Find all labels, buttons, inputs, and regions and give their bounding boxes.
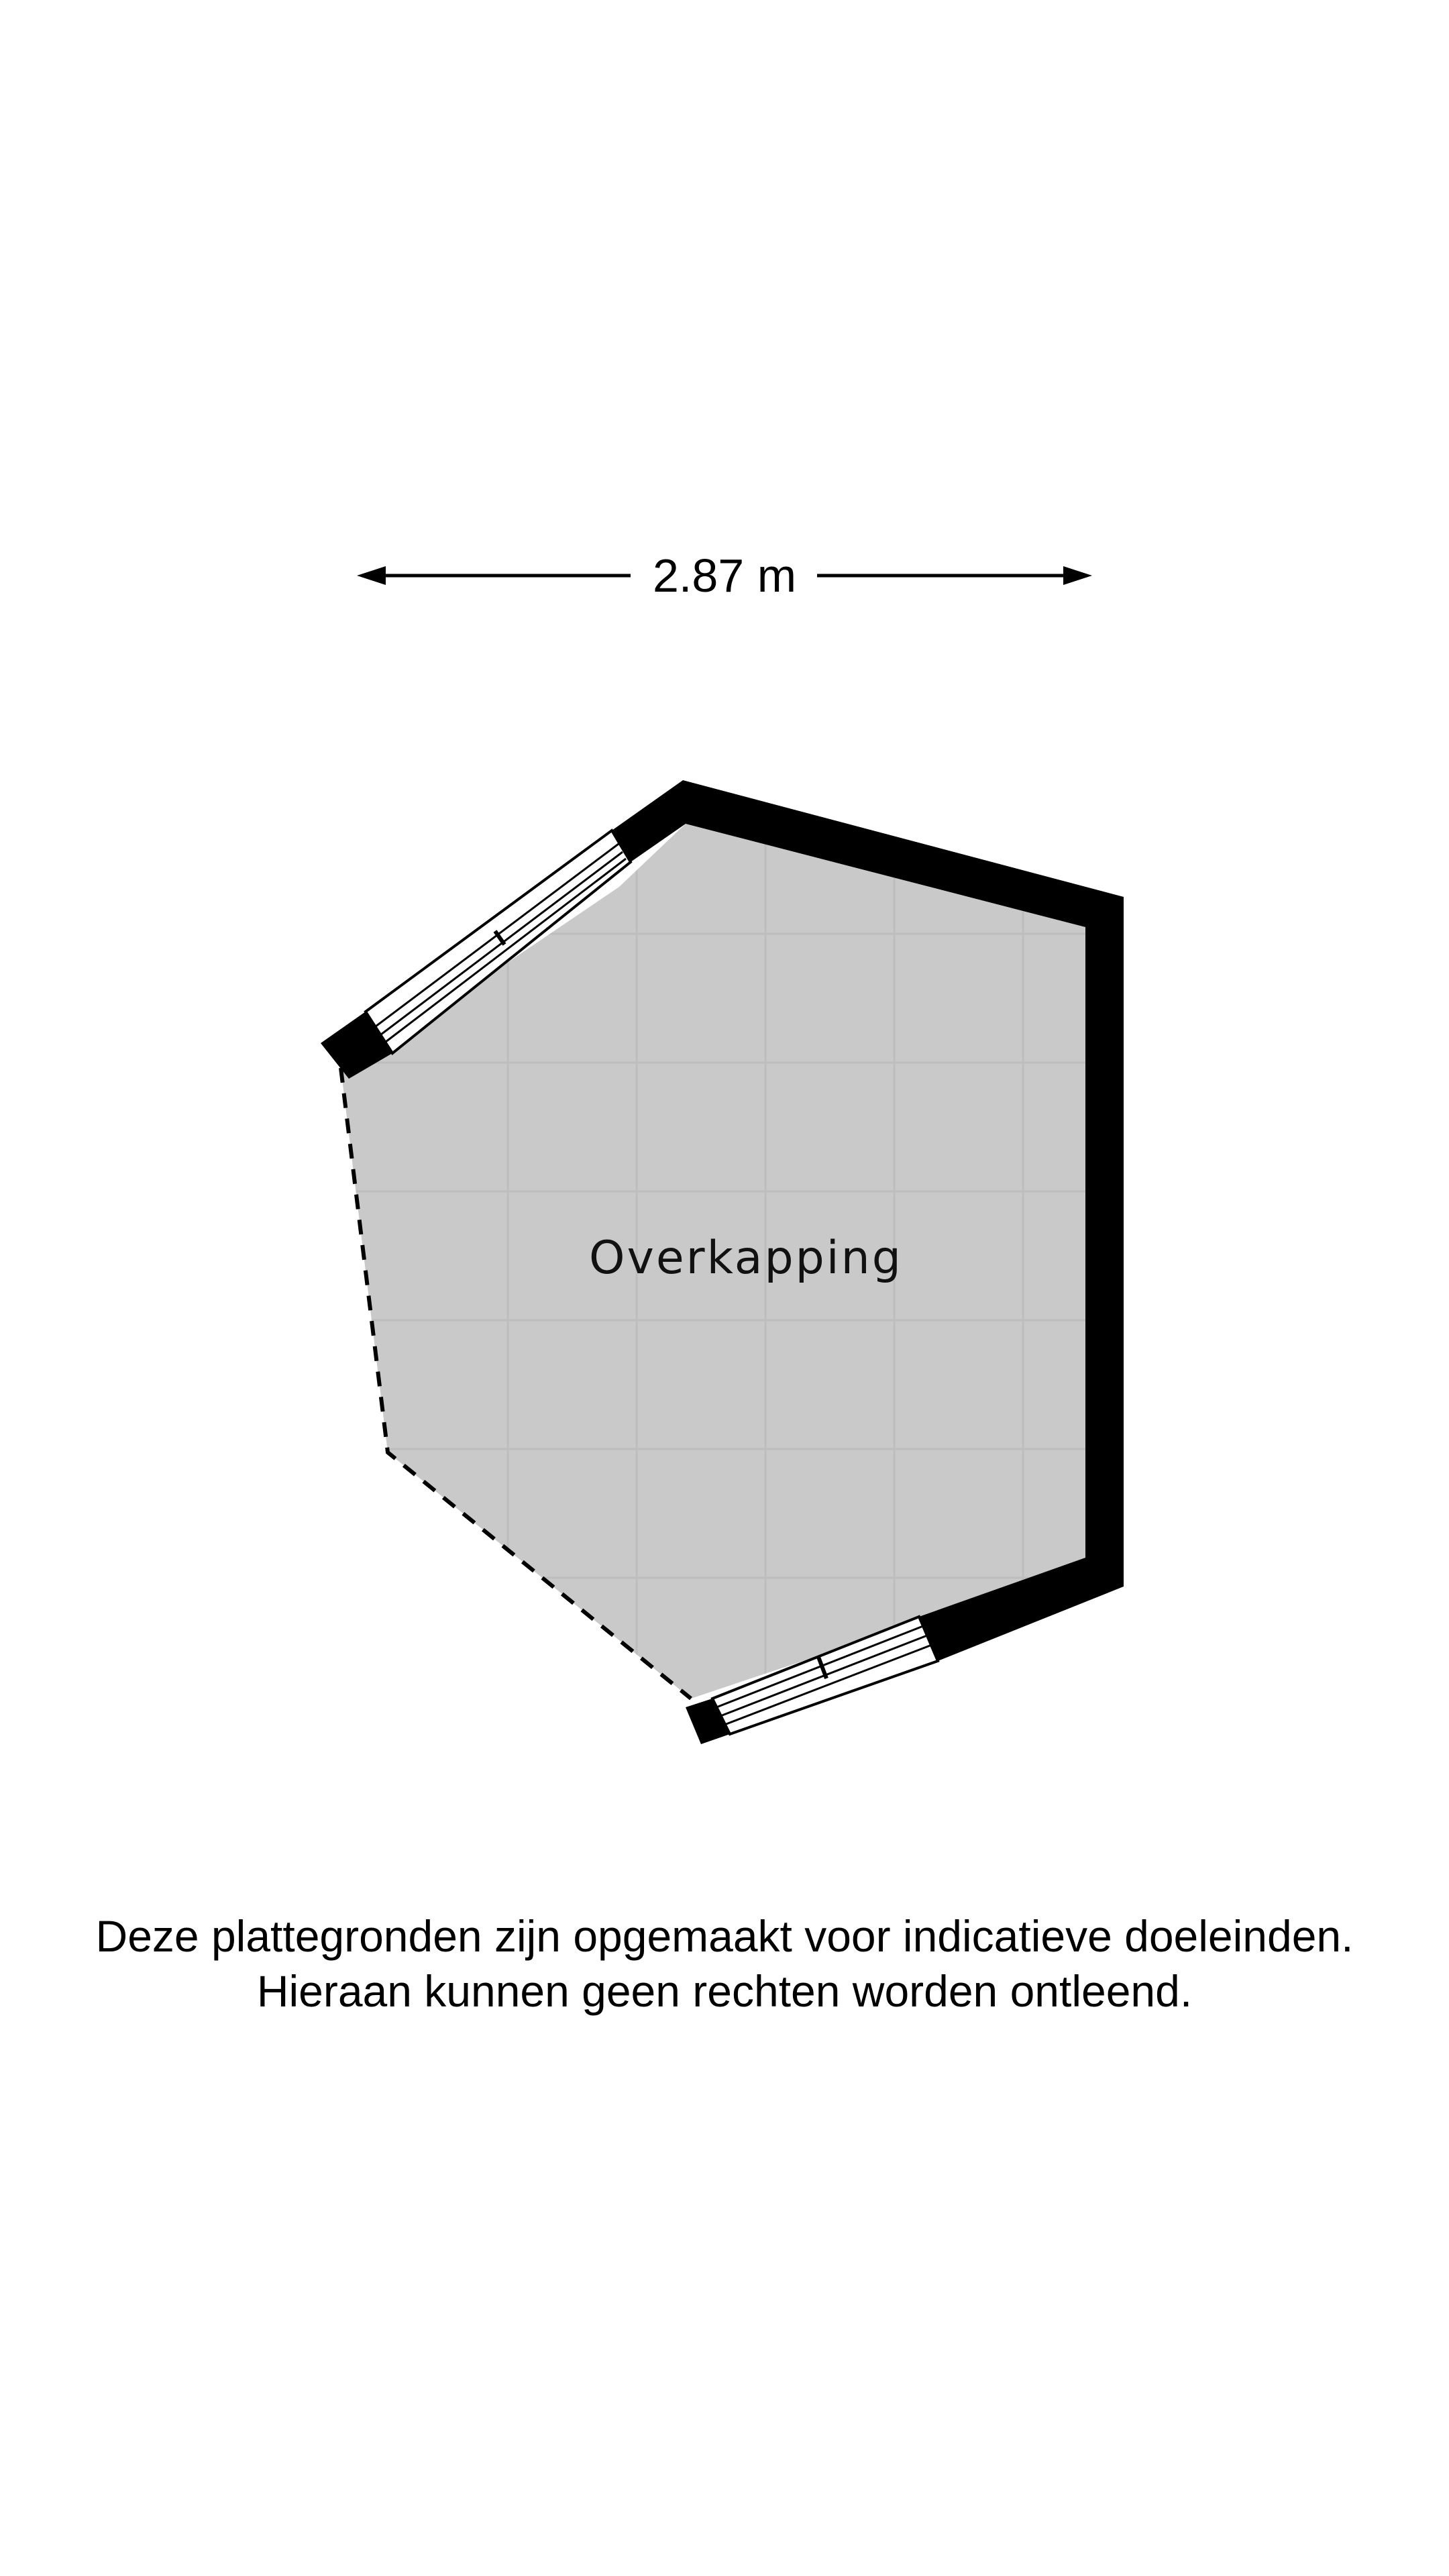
disclaimer-line-2: Hieraan kunnen geen rechten worden ontleend. <box>256 1966 1193 2016</box>
room-label: Overkapping <box>589 1232 903 1285</box>
arrow-left-icon <box>357 566 386 585</box>
disclaimer-line-1: Deze plattegronden zijn opgemaakt voor indicatieve doeleinden. <box>95 1911 1354 1961</box>
dimension-line <box>357 549 1092 602</box>
disclaimer <box>0 1909 1449 2019</box>
dimension-label: 2.87 m <box>653 549 796 602</box>
arrow-right-icon <box>1063 566 1092 585</box>
